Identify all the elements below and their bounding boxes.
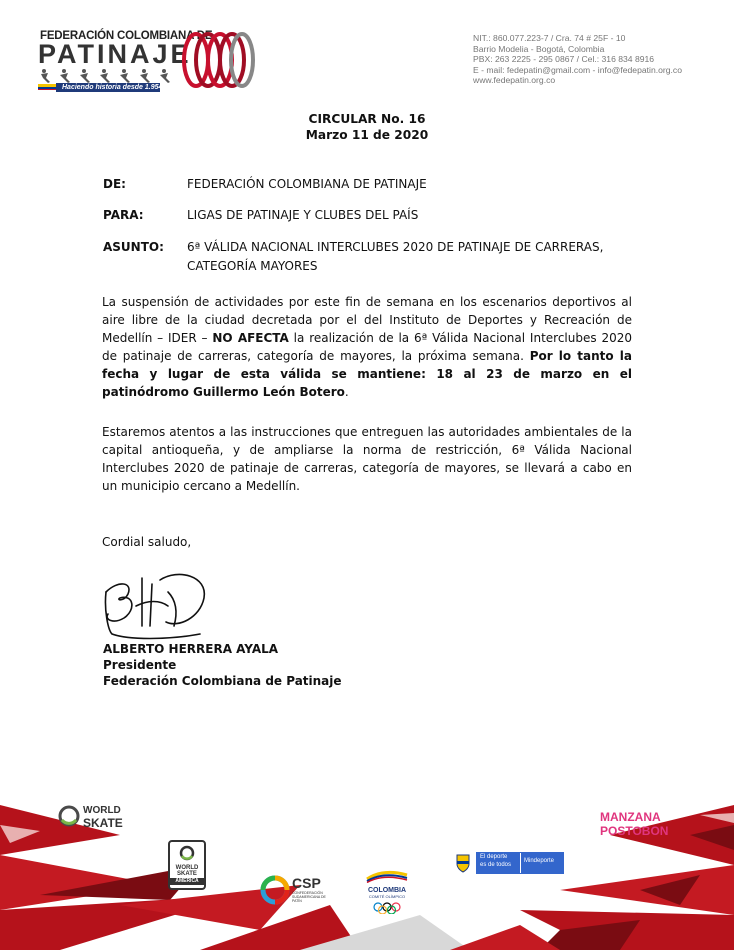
logo-tagline: Haciendo historia desde 1.954 [62,84,163,91]
signer-organization: Federación Colombiana de Patinaje [103,674,342,688]
to-value: LIGAS DE PATINAJE Y CLUBES DEL PAÍS [187,208,419,222]
oval-rings-icon [176,30,260,90]
mindeporte-text-2: es de todos [480,862,512,868]
p1-text-a: La suspensión de actividades por este fin de semana en los escenarios deportivos al aire libre de la ciudad decretada por el del Instituto de Deportes y Recreación de Medellín – IDER – [102,295,632,345]
p1-text-c: la realización de la 6ª Válida Nacional Interclubes 2020 de patinaje de carreras, categoría de mayores, la próxima semana. [102,331,632,363]
p1-text-bold-date: Por lo tanto la fecha y lugar de esta válida se mantiene: 18 al 23 de marzo en el patinódromo Guillermo León Botero [102,349,633,399]
body-paragraph-2: Estaremos atentos a las instrucciones que entreguen las autoridades ambientales de la capital antioqueña, y de ampliarse la norma de restricción, 6ª Válida Nacional Interclubes 2020 de patinaje de carreras, categoría de mayores, se llevará a cabo en un municipio cercano a Medellín. [102,425,632,493]
world-skate-ring-icon [58,805,80,827]
colombia-text-1: COLOMBIA [367,887,407,894]
csp-logo [260,873,330,909]
signer-role: Presidente [103,658,177,672]
contact-block [473,33,682,86]
mindeporte-banner [476,852,564,874]
csp-subtext: CONFEDERACIÓN SUDAMERICANA DE PATÍN [292,891,326,903]
world-skate-america-ring-icon [179,845,195,861]
world-skate-america-logo [168,840,206,890]
mindeporte-text-3: Mindeporte [524,858,555,864]
colombia-olympic-logo [362,868,412,918]
skaters-silhouette-icon [38,68,178,84]
mindeporte-logo [452,852,564,874]
postobon-text: POSTOBON [600,824,669,838]
contact-line: NIT.: 860.077.223-7 / Cra. 74 # 25F - 10 [473,33,626,43]
body-paragraph-1 [102,293,632,401]
ws-america-text-1: WORLD [175,865,199,871]
csp-text: CSP [292,875,321,891]
handwritten-signature [98,570,218,645]
contact-line: Barrio Modelia - Bogotá, Colombia [473,43,605,54]
world-skate-text-2: SKATE [83,816,123,830]
circular-number: CIRCULAR No. 16 [308,112,426,126]
colombia-shield-icon [452,852,474,874]
csp-circle-icon [260,875,290,905]
world-skate-text-1: WORLD [83,805,121,816]
ws-america-text-2: SKATE [177,871,197,877]
closing: Cordial saludo, [102,535,192,549]
subject-value-line2: CATEGORÍA MAYORES [187,259,318,273]
manzana-postobon-logo [600,810,668,838]
olympic-rings-icon [372,902,402,914]
flag-stripe [38,84,56,90]
from-value: FEDERACIÓN COLOMBIANA DE PATINAJE [187,177,427,191]
mindeporte-text-1: El deporte [480,854,508,860]
circular-date: Marzo 11 de 2020 [305,128,429,142]
contact-line: PBX: 263 2225 - 295 0867 / Cel.: 316 834 8916 [473,54,655,65]
to-label: PARA: [103,208,144,222]
signer-name: ALBERTO HERRERA AYALA [103,642,279,656]
p1-text-bold-no-afecta: NO AFECTA [212,331,289,345]
contact-line: E - mail: fedepatin@gmail.com - info@fedepatin.org.co [473,64,682,75]
ws-america-text-3: AMÉRICA [170,878,204,885]
contact-line: www.fedepatin.org.co [473,75,556,86]
subject-value-line1: 6ª VÁLIDA NACIONAL INTERCLUBES 2020 DE PATINAJE DE CARRERAS, [187,240,604,254]
from-label: DE: [103,177,126,191]
manzana-text: MANZANA [600,810,661,824]
subject-label: ASUNTO: [103,240,164,254]
world-skate-logo [58,803,138,831]
mindeporte-divider [520,853,521,873]
logo-line2: PATINAJE [38,39,192,69]
colombia-flag-wave-icon [365,869,409,883]
p1-text-e: . [344,385,349,399]
colombia-text-2: COMITÉ OLÍMPICO [368,894,406,899]
logo-line1: FEDERACIÓN COLOMBIANA DE [40,30,213,42]
